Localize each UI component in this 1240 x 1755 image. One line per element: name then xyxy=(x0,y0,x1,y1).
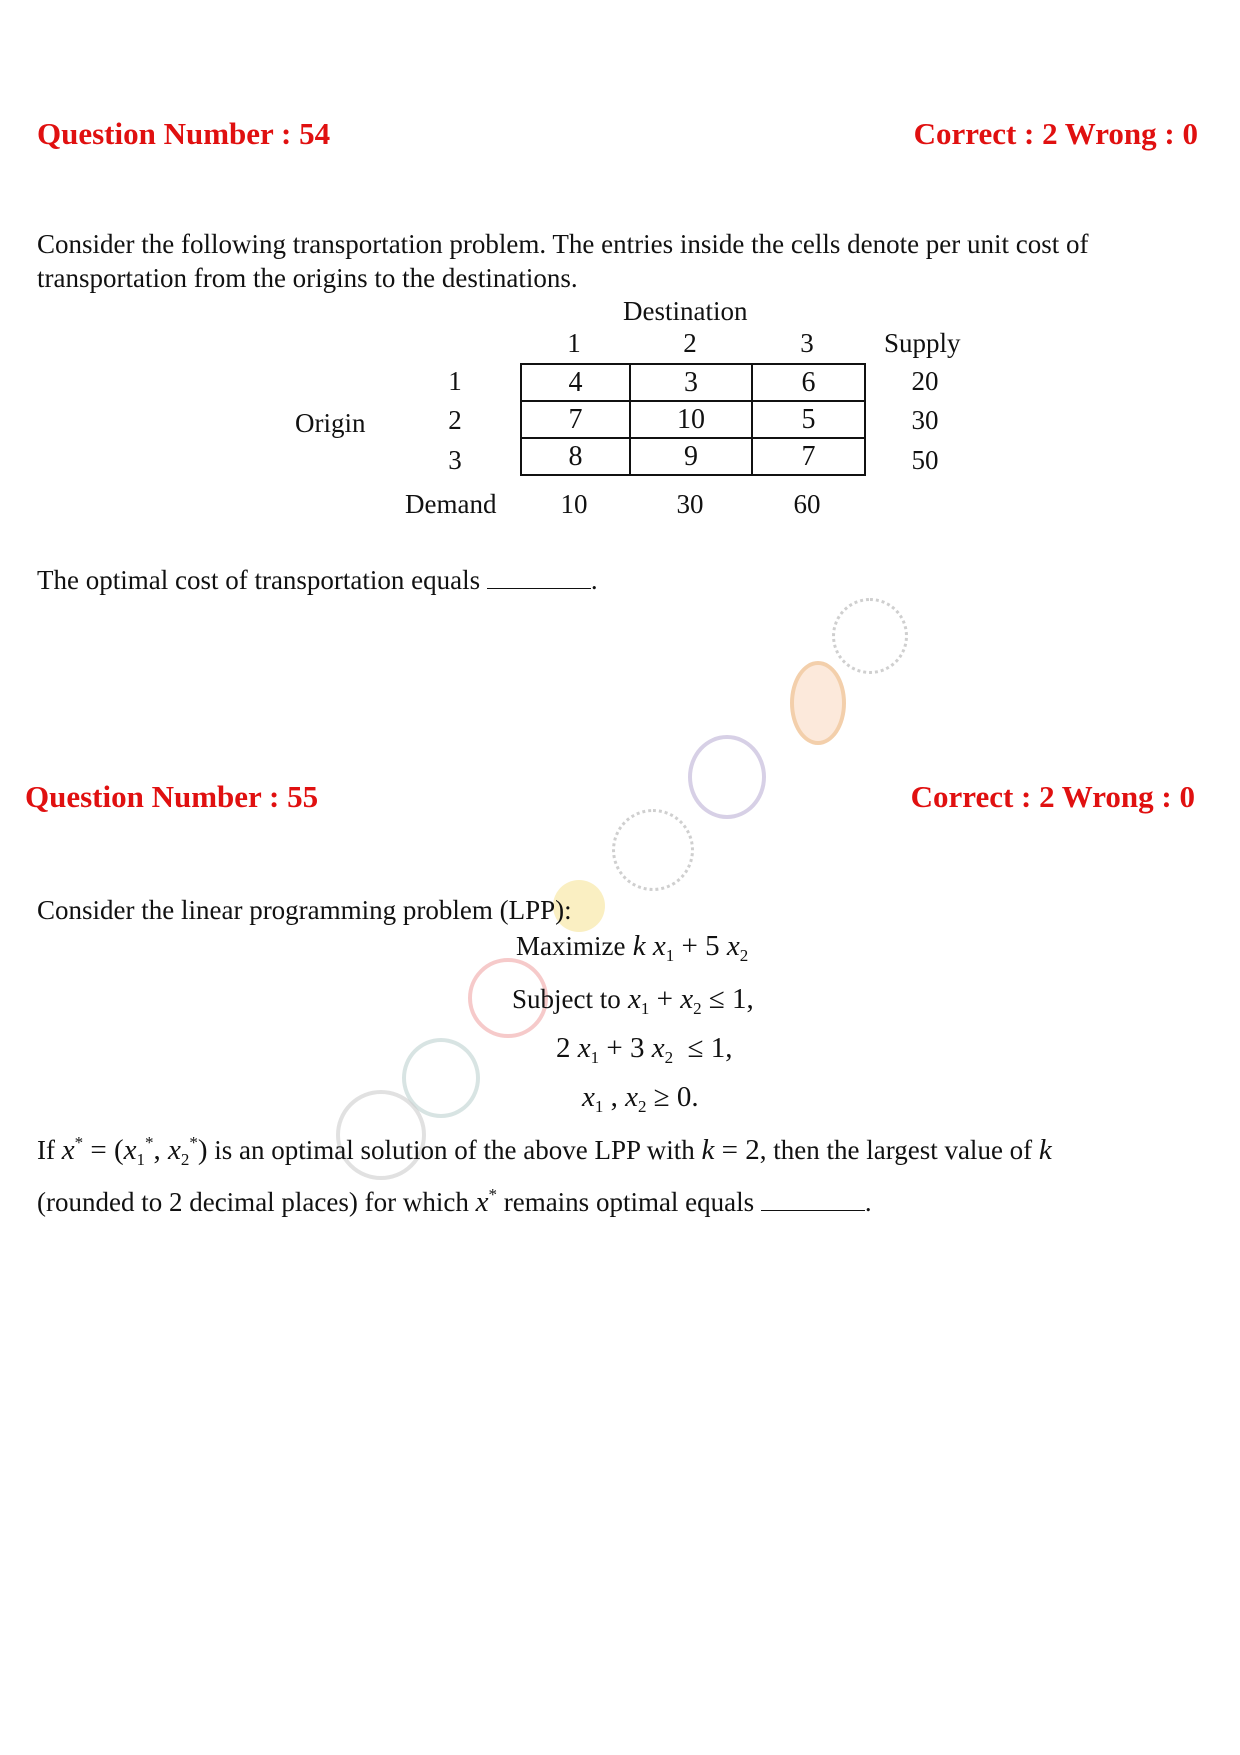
demand-value-1: 10 xyxy=(560,489,588,519)
cost-cell: 10 xyxy=(630,401,752,438)
supply-label: Supply xyxy=(884,328,961,358)
cost-cell: 3 xyxy=(630,364,752,401)
q55-question-line1: If $x^* = (x_1^*$, $x_2^*$) is an optimal solution of the above LPP with k = 2, then the largest value of k xyxy=(37,1133,1052,1169)
q54-score: Correct : 2 Wrong : 0 xyxy=(913,116,1198,151)
table-row xyxy=(521,401,865,438)
demand-value-2: 30 xyxy=(676,489,704,519)
q54-title: Question Number : 54 xyxy=(37,116,331,151)
watermark-gear-icon xyxy=(688,735,766,819)
demand-label: Demand xyxy=(405,489,497,519)
answer-blank xyxy=(487,564,591,589)
demand-value-3: 60 xyxy=(793,489,821,519)
cost-cell: 9 xyxy=(630,438,752,475)
origin-row-1: 1 xyxy=(448,366,462,396)
supply-value-2: 30 xyxy=(911,405,939,435)
answer-blank xyxy=(761,1186,865,1211)
watermark-seal-icon xyxy=(790,661,846,745)
supply-value-1: 20 xyxy=(911,366,939,396)
q55-question-line2: (rounded to 2 decimal places) for which x* remains optimal equals . xyxy=(37,1185,872,1218)
constraint-1: Subject to $x_1 + x_2 \le 1$, xyxy=(512,983,754,1018)
origin-row-3: 3 xyxy=(448,445,462,475)
q55-question-line2-end: remains optimal equals xyxy=(503,1187,755,1217)
nonnegativity-constraint: $x_1$ , $x_2 \ge 0$. xyxy=(582,1081,699,1116)
watermark-seal-icon xyxy=(612,809,694,891)
q54-intro-line1: Consider the following transportation problem. The entries inside the cells denote per unit cost of xyxy=(37,229,1089,259)
cost-cell: 4 xyxy=(521,364,630,401)
q55-score: Correct : 2 Wrong : 0 xyxy=(910,779,1195,814)
table-row xyxy=(521,438,865,475)
watermark-seal-icon xyxy=(832,598,908,674)
origin-label: Origin xyxy=(295,408,366,438)
cost-cell: 5 xyxy=(752,401,865,438)
q55-intro: Consider the linear programming problem (LPP): xyxy=(37,895,572,925)
subject-to-label: Subject to xyxy=(512,984,621,1014)
origin-row-2: 2 xyxy=(448,405,462,435)
q55-question-end: , then the largest value of xyxy=(759,1135,1033,1165)
q54-question-end: . xyxy=(590,565,598,595)
table-row xyxy=(521,364,865,401)
q54-intro-line2: transportation from the origins to the destinations. xyxy=(37,263,578,293)
supply-value-3: 50 xyxy=(911,445,939,475)
cost-cell: 7 xyxy=(752,438,865,475)
destination-header-2: 2 xyxy=(683,328,697,358)
cost-cell: 8 xyxy=(521,438,630,475)
objective-function: Maximize k $x_1 + 5$ $x_2$ xyxy=(516,930,749,965)
destination-label: Destination xyxy=(623,296,748,326)
destination-header-1: 1 xyxy=(567,328,581,358)
q55-title: Question Number : 55 xyxy=(25,779,319,814)
q54-question xyxy=(37,562,598,598)
q55-question-line2-start: (rounded to 2 decimal places) for which xyxy=(37,1187,469,1217)
constraint-2: 2 $x_1 + 3$ $x_2 \le 1$, xyxy=(556,1032,733,1067)
cost-cell: 6 xyxy=(752,364,865,401)
maximize-label: Maximize xyxy=(516,931,626,961)
destination-header-3: 3 xyxy=(800,328,814,358)
transportation-cost-table xyxy=(520,363,866,476)
q55-question-period: . xyxy=(864,1187,872,1217)
q55-if: If xyxy=(37,1135,55,1165)
cost-cell: 7 xyxy=(521,401,630,438)
q55-question-mid: is an optimal solution of the above LPP with xyxy=(214,1135,695,1165)
q54-question-text: The optimal cost of transportation equals xyxy=(37,565,481,595)
